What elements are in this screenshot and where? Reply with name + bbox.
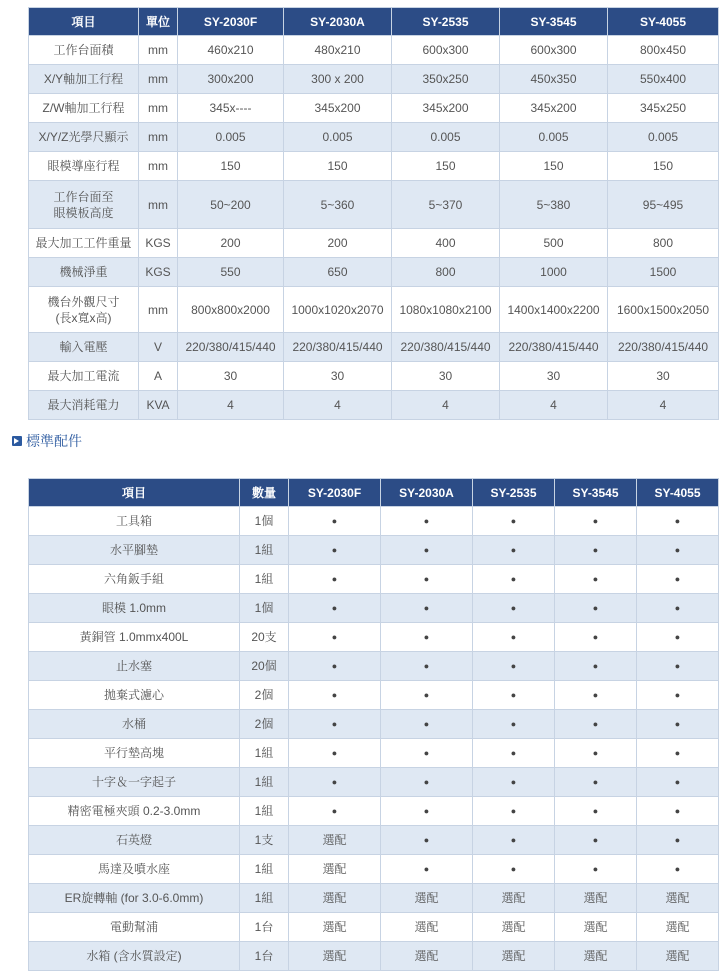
accessory-row xyxy=(29,768,719,797)
included-dot: ● xyxy=(381,855,473,884)
included-dot: ● xyxy=(381,652,473,681)
header-cell: SY-2535 xyxy=(473,479,555,507)
included-dot: ● xyxy=(473,768,555,797)
accessory-qty-cell: 1台 xyxy=(240,942,289,971)
spec-value-cell: 220/380/415/440 xyxy=(392,333,500,362)
accessory-qty-cell: 1組 xyxy=(240,536,289,565)
accessory-row xyxy=(29,797,719,826)
spec-value-cell: 220/380/415/440 xyxy=(284,333,392,362)
optional-mark: 選配 xyxy=(473,884,555,913)
included-dot: ● xyxy=(473,623,555,652)
included-dot: ● xyxy=(473,507,555,536)
spec-item-cell xyxy=(29,333,139,362)
included-dot: ● xyxy=(555,855,637,884)
accessory-row xyxy=(29,855,719,884)
accessory-qty-cell: 20支 xyxy=(240,623,289,652)
included-dot: ● xyxy=(637,855,719,884)
header-cell: 數量 xyxy=(240,479,289,507)
spec-value-cell: 150 xyxy=(178,152,284,181)
included-dot: ● xyxy=(555,565,637,594)
included-dot: ● xyxy=(381,710,473,739)
included-dot: ● xyxy=(555,507,637,536)
included-dot: ● xyxy=(289,681,381,710)
spec-item-label: 最大加工工件重量 xyxy=(35,236,132,250)
included-dot: ● xyxy=(555,536,637,565)
spec-row xyxy=(29,229,719,258)
spec-row xyxy=(29,391,719,420)
included-dot: ● xyxy=(473,826,555,855)
spec-value-cell: 150 xyxy=(392,152,500,181)
included-dot: ● xyxy=(473,681,555,710)
spec-value-cell: 1080x1080x2100 xyxy=(392,287,500,333)
optional-mark: 選配 xyxy=(381,913,473,942)
accessories-table xyxy=(28,478,719,971)
spec-item-label-line2: (長x寬x高) xyxy=(55,310,112,325)
included-dot: ● xyxy=(637,768,719,797)
accessory-item-cell: 馬達及噴水座 xyxy=(29,855,240,884)
spec-unit-cell: mm xyxy=(139,287,178,333)
spec-row xyxy=(29,36,719,65)
included-dot: ● xyxy=(637,565,719,594)
header-cell: SY-2535 xyxy=(392,8,500,36)
accessory-row xyxy=(29,652,719,681)
spec-item-cell xyxy=(29,123,139,152)
accessory-item-cell: ER旋轉軸 (for 3.0-6.0mm) xyxy=(29,884,240,913)
accessory-item-cell: 十字＆一字起子 xyxy=(29,768,240,797)
spec-unit-cell: mm xyxy=(139,36,178,65)
header-cell: SY-3545 xyxy=(555,479,637,507)
spec-unit-cell: mm xyxy=(139,181,178,229)
included-dot: ● xyxy=(473,594,555,623)
accessory-item-cell: 拋棄式濾心 xyxy=(29,681,240,710)
accessory-qty-cell: 1組 xyxy=(240,565,289,594)
spec-unit-cell: mm xyxy=(139,123,178,152)
optional-mark: 選配 xyxy=(555,913,637,942)
included-dot: ● xyxy=(637,594,719,623)
included-dot: ● xyxy=(381,681,473,710)
spec-value-cell: 800 xyxy=(608,229,719,258)
spec-row xyxy=(29,287,719,333)
spec-table xyxy=(28,7,719,420)
accessory-item-cell: 止水塞 xyxy=(29,652,240,681)
spec-value-cell: 650 xyxy=(284,258,392,287)
spec-value-cell: 600x300 xyxy=(392,36,500,65)
spec-value-cell: 4 xyxy=(178,391,284,420)
accessory-qty-cell: 1組 xyxy=(240,884,289,913)
optional-mark: 選配 xyxy=(289,942,381,971)
spec-item-label: 輸入電壓 xyxy=(59,340,108,354)
accessory-row xyxy=(29,739,719,768)
included-dot: ● xyxy=(637,652,719,681)
spec-value-cell: 800 xyxy=(392,258,500,287)
header-cell: SY-4055 xyxy=(637,479,719,507)
accessory-row xyxy=(29,681,719,710)
included-dot: ● xyxy=(637,710,719,739)
spec-row xyxy=(29,123,719,152)
accessory-item-cell: 電動幫浦 xyxy=(29,913,240,942)
included-dot: ● xyxy=(637,507,719,536)
accessory-row xyxy=(29,884,719,913)
spec-value-cell: 0.005 xyxy=(178,123,284,152)
accessory-row xyxy=(29,594,719,623)
accessory-qty-cell: 1支 xyxy=(240,826,289,855)
spec-item-label: 工作台面積 xyxy=(53,43,114,57)
included-dot: ● xyxy=(289,507,381,536)
included-dot: ● xyxy=(637,797,719,826)
accessory-qty-cell: 1台 xyxy=(240,913,289,942)
section-heading xyxy=(12,432,82,450)
included-dot: ● xyxy=(473,797,555,826)
spec-value-cell: 0.005 xyxy=(284,123,392,152)
accessory-row xyxy=(29,913,719,942)
spec-value-cell: 0.005 xyxy=(608,123,719,152)
spec-item-label: 機台外觀尺寸 xyxy=(47,294,120,309)
spec-row xyxy=(29,94,719,123)
accessory-item-cell: 平行墊高塊 xyxy=(29,739,240,768)
spec-value-cell: 200 xyxy=(178,229,284,258)
accessory-item-cell: 水平腳墊 xyxy=(29,536,240,565)
accessory-qty-cell: 20個 xyxy=(240,652,289,681)
spec-row xyxy=(29,152,719,181)
included-dot: ● xyxy=(381,797,473,826)
accessories-header-row xyxy=(29,479,719,507)
spec-item-label-line2: 眼模板高度 xyxy=(53,205,114,220)
included-dot: ● xyxy=(473,710,555,739)
spec-value-cell: 1400x1400x2200 xyxy=(500,287,608,333)
spec-unit-cell: mm xyxy=(139,152,178,181)
optional-mark: 選配 xyxy=(381,942,473,971)
included-dot: ● xyxy=(289,797,381,826)
spec-value-cell: 50~200 xyxy=(178,181,284,229)
spec-item-label: 工作台面至 xyxy=(53,189,114,204)
spec-value-cell: 1000 xyxy=(500,258,608,287)
spec-value-cell: 500 xyxy=(500,229,608,258)
spec-value-cell: 5~370 xyxy=(392,181,500,229)
included-dot: ● xyxy=(381,536,473,565)
header-cell: SY-4055 xyxy=(608,8,719,36)
included-dot: ● xyxy=(555,594,637,623)
spec-item-label: X/Y軸加工行程 xyxy=(43,72,124,86)
optional-mark: 選配 xyxy=(637,942,719,971)
included-dot: ● xyxy=(637,623,719,652)
included-dot: ● xyxy=(555,826,637,855)
spec-value-cell: 5~380 xyxy=(500,181,608,229)
optional-mark: 選配 xyxy=(289,884,381,913)
section-title: 標準配件 xyxy=(26,433,82,449)
spec-value-cell: 480x210 xyxy=(284,36,392,65)
optional-mark: 選配 xyxy=(289,855,381,884)
spec-header-row xyxy=(29,8,719,36)
header-cell: SY-2030F xyxy=(289,479,381,507)
included-dot: ● xyxy=(289,739,381,768)
accessory-row xyxy=(29,942,719,971)
arrow-square-icon xyxy=(12,436,22,446)
optional-mark: 選配 xyxy=(289,826,381,855)
accessory-qty-cell: 1組 xyxy=(240,797,289,826)
included-dot: ● xyxy=(289,768,381,797)
accessory-row xyxy=(29,710,719,739)
spec-value-cell: 30 xyxy=(608,362,719,391)
included-dot: ● xyxy=(289,565,381,594)
included-dot: ● xyxy=(555,681,637,710)
included-dot: ● xyxy=(381,623,473,652)
accessory-qty-cell: 1組 xyxy=(240,739,289,768)
spec-value-cell: 300 x 200 xyxy=(284,65,392,94)
included-dot: ● xyxy=(555,768,637,797)
included-dot: ● xyxy=(473,855,555,884)
included-dot: ● xyxy=(637,681,719,710)
included-dot: ● xyxy=(555,739,637,768)
included-dot: ● xyxy=(381,768,473,797)
accessory-qty-cell: 2個 xyxy=(240,710,289,739)
accessory-item-cell: 精密電極夾頭 0.2-3.0mm xyxy=(29,797,240,826)
spec-value-cell: 150 xyxy=(608,152,719,181)
spec-unit-cell: KGS xyxy=(139,229,178,258)
header-cell: 項目 xyxy=(29,8,139,36)
accessory-row xyxy=(29,565,719,594)
included-dot: ● xyxy=(555,652,637,681)
spec-value-cell: 460x210 xyxy=(178,36,284,65)
spec-value-cell: 1500 xyxy=(608,258,719,287)
spec-value-cell: 550 xyxy=(178,258,284,287)
spec-item-cell xyxy=(29,362,139,391)
spec-value-cell: 220/380/415/440 xyxy=(178,333,284,362)
optional-mark: 選配 xyxy=(637,884,719,913)
spec-value-cell: 200 xyxy=(284,229,392,258)
spec-unit-cell: KGS xyxy=(139,258,178,287)
spec-value-cell: 30 xyxy=(284,362,392,391)
accessory-row xyxy=(29,507,719,536)
accessory-row xyxy=(29,623,719,652)
spec-value-cell: 800x450 xyxy=(608,36,719,65)
optional-mark: 選配 xyxy=(473,942,555,971)
included-dot: ● xyxy=(381,507,473,536)
spec-item-label: 最大消耗電力 xyxy=(47,398,120,412)
accessory-item-cell: 黃銅管 1.0mmx400L xyxy=(29,623,240,652)
accessory-qty-cell: 2個 xyxy=(240,681,289,710)
included-dot: ● xyxy=(555,710,637,739)
spec-item-label: Z/W軸加工行程 xyxy=(42,101,125,115)
included-dot: ● xyxy=(381,826,473,855)
header-cell: 單位 xyxy=(139,8,178,36)
spec-row xyxy=(29,258,719,287)
optional-mark: 選配 xyxy=(289,913,381,942)
included-dot: ● xyxy=(473,739,555,768)
spec-unit-cell: KVA xyxy=(139,391,178,420)
header-cell: SY-2030F xyxy=(178,8,284,36)
spec-value-cell: 150 xyxy=(284,152,392,181)
included-dot: ● xyxy=(289,710,381,739)
spec-row xyxy=(29,65,719,94)
included-dot: ● xyxy=(637,536,719,565)
spec-item-cell xyxy=(29,65,139,94)
included-dot: ● xyxy=(473,565,555,594)
accessory-qty-cell: 1組 xyxy=(240,855,289,884)
spec-value-cell: 220/380/415/440 xyxy=(500,333,608,362)
included-dot: ● xyxy=(637,826,719,855)
optional-mark: 選配 xyxy=(555,942,637,971)
spec-item-cell xyxy=(29,229,139,258)
spec-item-cell xyxy=(29,94,139,123)
included-dot: ● xyxy=(473,536,555,565)
spec-value-cell: 1000x1020x2070 xyxy=(284,287,392,333)
spec-item-label: 最大加工電流 xyxy=(47,369,120,383)
accessory-item-cell: 石英燈 xyxy=(29,826,240,855)
spec-row xyxy=(29,181,719,229)
accessory-item-cell: 水箱 (含水質設定) xyxy=(29,942,240,971)
accessory-qty-cell: 1個 xyxy=(240,594,289,623)
accessory-row xyxy=(29,826,719,855)
included-dot: ● xyxy=(555,797,637,826)
spec-item-cell xyxy=(29,181,139,229)
spec-value-cell: 345x---- xyxy=(178,94,284,123)
included-dot: ● xyxy=(289,536,381,565)
header-cell: SY-2030A xyxy=(284,8,392,36)
spec-value-cell: 345x250 xyxy=(608,94,719,123)
included-dot: ● xyxy=(289,594,381,623)
spec-value-cell: 30 xyxy=(392,362,500,391)
header-cell: 項目 xyxy=(29,479,240,507)
optional-mark: 選配 xyxy=(555,884,637,913)
spec-value-cell: 30 xyxy=(178,362,284,391)
accessory-item-cell: 六角鈑手組 xyxy=(29,565,240,594)
spec-item-label: 機械淨重 xyxy=(59,265,108,279)
included-dot: ● xyxy=(381,565,473,594)
spec-unit-cell: mm xyxy=(139,94,178,123)
spec-value-cell: 345x200 xyxy=(284,94,392,123)
spec-unit-cell: A xyxy=(139,362,178,391)
spec-item-cell xyxy=(29,258,139,287)
included-dot: ● xyxy=(637,739,719,768)
spec-value-cell: 450x350 xyxy=(500,65,608,94)
spec-value-cell: 1600x1500x2050 xyxy=(608,287,719,333)
spec-item-cell xyxy=(29,152,139,181)
spec-value-cell: 800x800x2000 xyxy=(178,287,284,333)
spec-unit-cell: mm xyxy=(139,65,178,94)
header-cell: SY-3545 xyxy=(500,8,608,36)
included-dot: ● xyxy=(289,623,381,652)
optional-mark: 選配 xyxy=(473,913,555,942)
spec-value-cell: 0.005 xyxy=(392,123,500,152)
spec-value-cell: 345x200 xyxy=(392,94,500,123)
accessory-qty-cell: 1組 xyxy=(240,768,289,797)
spec-row xyxy=(29,333,719,362)
spec-item-label: 眼模導座行程 xyxy=(47,159,120,173)
included-dot: ● xyxy=(381,739,473,768)
spec-value-cell: 30 xyxy=(500,362,608,391)
spec-value-cell: 350x250 xyxy=(392,65,500,94)
spec-value-cell: 300x200 xyxy=(178,65,284,94)
optional-mark: 選配 xyxy=(381,884,473,913)
spec-value-cell: 600x300 xyxy=(500,36,608,65)
spec-unit-cell: V xyxy=(139,333,178,362)
spec-value-cell: 4 xyxy=(500,391,608,420)
spec-item-cell xyxy=(29,287,139,333)
spec-value-cell: 4 xyxy=(284,391,392,420)
included-dot: ● xyxy=(289,652,381,681)
spec-item-label: X/Y/Z光學尺顯示 xyxy=(38,130,129,144)
accessory-item-cell: 工具箱 xyxy=(29,507,240,536)
spec-value-cell: 5~360 xyxy=(284,181,392,229)
accessory-qty-cell: 1個 xyxy=(240,507,289,536)
header-cell: SY-2030A xyxy=(381,479,473,507)
spec-value-cell: 220/380/415/440 xyxy=(608,333,719,362)
spec-item-cell xyxy=(29,36,139,65)
included-dot: ● xyxy=(473,652,555,681)
spec-row xyxy=(29,362,719,391)
accessory-item-cell: 水桶 xyxy=(29,710,240,739)
accessory-item-cell: 眼模 1.0mm xyxy=(29,594,240,623)
optional-mark: 選配 xyxy=(637,913,719,942)
spec-value-cell: 4 xyxy=(392,391,500,420)
accessory-row xyxy=(29,536,719,565)
spec-value-cell: 95~495 xyxy=(608,181,719,229)
spec-value-cell: 4 xyxy=(608,391,719,420)
spec-value-cell: 345x200 xyxy=(500,94,608,123)
spec-value-cell: 150 xyxy=(500,152,608,181)
spec-item-cell xyxy=(29,391,139,420)
included-dot: ● xyxy=(381,594,473,623)
included-dot: ● xyxy=(555,623,637,652)
spec-value-cell: 400 xyxy=(392,229,500,258)
spec-value-cell: 550x400 xyxy=(608,65,719,94)
spec-value-cell: 0.005 xyxy=(500,123,608,152)
